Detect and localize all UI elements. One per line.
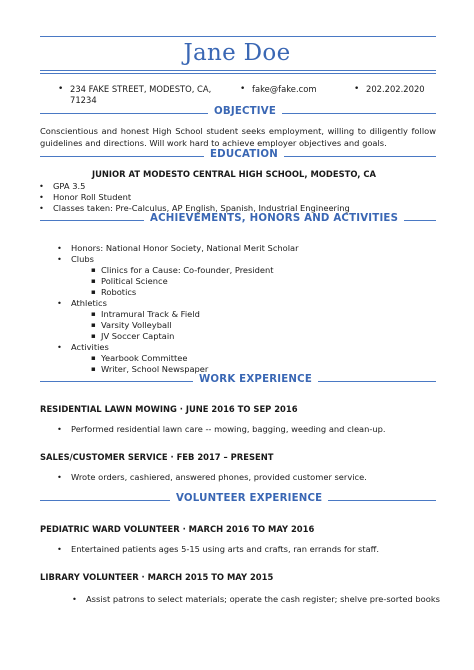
list-item: • GPA 3.5 (39, 181, 86, 191)
square-bullet-icon: ▪ (91, 321, 96, 329)
bullet-icon: • (72, 594, 77, 604)
objective-text: Conscientious and honest High School student seeks employment, willing to diligently follow guidelines and directions. Will work hard to achieve employer objectives and goals. (40, 126, 436, 148)
candidate-name: Jane Doe (183, 40, 291, 66)
address-line-2: 71234 (70, 95, 97, 105)
list-item: • Classes taken: Pre-Calculus, AP English, Spanish, Industrial Engineering (39, 203, 350, 213)
sub-list-item: ▪ Intramural Track & Field (91, 309, 200, 319)
top-rule (40, 36, 436, 37)
volunteer-title: LIBRARY VOLUNTEER · MARCH 2015 TO MAY 2015 (40, 572, 274, 582)
school-heading: JUNIOR AT MODESTO CENTRAL HIGH SCHOOL, MODESTO, CA (92, 169, 376, 179)
bullet-icon: • (240, 84, 246, 94)
education-heading: EDUCATION (204, 149, 284, 160)
volunteer-detail: • Entertained patients ages 5-15 using arts and crafts, ran errands for staff. (57, 544, 380, 554)
bullet-icon: • (58, 84, 64, 94)
volunteer-title: PEDIATRIC WARD VOLUNTEER · MARCH 2016 TO MAY 2016 (40, 524, 315, 534)
sub-list-item: ▪ Yearbook Committee (91, 353, 188, 363)
sub-list-item: ▪ Writer, School Newspaper (91, 364, 209, 374)
bullet-icon: • (39, 203, 44, 213)
square-bullet-icon: ▪ (91, 288, 96, 296)
sub-list-item: ▪ Robotics (91, 287, 137, 297)
bullet-icon: • (57, 544, 62, 554)
list-item: • Athletics (57, 298, 107, 308)
list-item: • Activities (57, 342, 109, 352)
square-bullet-icon: ▪ (91, 365, 96, 373)
list-item: • Honors: National Honor Society, National Merit Scholar (57, 243, 299, 253)
contact-phone (354, 84, 425, 95)
email-link[interactable]: fake@fake.com (252, 84, 317, 94)
volunteer-heading: VOLUNTEER EXPERIENCE (170, 493, 328, 504)
square-bullet-icon: ▪ (91, 266, 96, 274)
list-item: • Clubs (57, 254, 94, 264)
name-rule-1 (40, 70, 436, 71)
contact-address (58, 84, 220, 106)
job-title: RESIDENTIAL LAWN MOWING · JUNE 2016 TO SEP 2016 (40, 404, 298, 414)
job-detail: • Wrote orders, cashiered, answered phones, provided customer service. (57, 472, 367, 482)
square-bullet-icon: ▪ (91, 277, 96, 285)
square-bullet-icon: ▪ (91, 332, 96, 340)
bullet-icon: • (39, 181, 44, 191)
sub-list-item: ▪ JV Soccer Captain (91, 331, 175, 341)
job-detail: • Performed residential lawn care -- mowing, bagging, weeding and clean-up. (57, 424, 386, 434)
bullet-icon: • (57, 243, 62, 253)
work-heading: WORK EXPERIENCE (193, 374, 318, 385)
list-item: • Honor Roll Student (39, 192, 132, 202)
sub-list-item: ▪ Clinics for a Cause: Co-founder, President (91, 265, 274, 275)
address-line-1: 234 FAKE STREET, MODESTO, CA, (70, 84, 212, 94)
bullet-icon: • (57, 298, 62, 308)
bullet-icon: • (57, 254, 62, 264)
square-bullet-icon: ▪ (91, 310, 96, 318)
sub-list-item: ▪ Political Science (91, 276, 168, 286)
bullet-icon: • (57, 472, 62, 482)
bullet-icon: • (57, 342, 62, 352)
achievements-heading: ACHIEVEMENTS, HONORS AND ACTIVITIES (144, 213, 404, 224)
sub-list-item: ▪ Varsity Volleyball (91, 320, 172, 330)
bullet-icon: • (57, 424, 62, 434)
bullet-icon: • (354, 84, 360, 94)
name-rule-2 (40, 73, 436, 74)
volunteer-detail: • Assist patrons to select materials; operate the cash register; shelve pre-sorted books (72, 594, 440, 604)
square-bullet-icon: ▪ (91, 354, 96, 362)
job-title: SALES/CUSTOMER SERVICE · FEB 2017 – PRESENT (40, 452, 274, 462)
objective-heading: OBJECTIVE (208, 106, 282, 117)
contact-email (240, 84, 317, 95)
phone-number: 202.202.2020 (366, 84, 425, 94)
bullet-icon: • (39, 192, 44, 202)
